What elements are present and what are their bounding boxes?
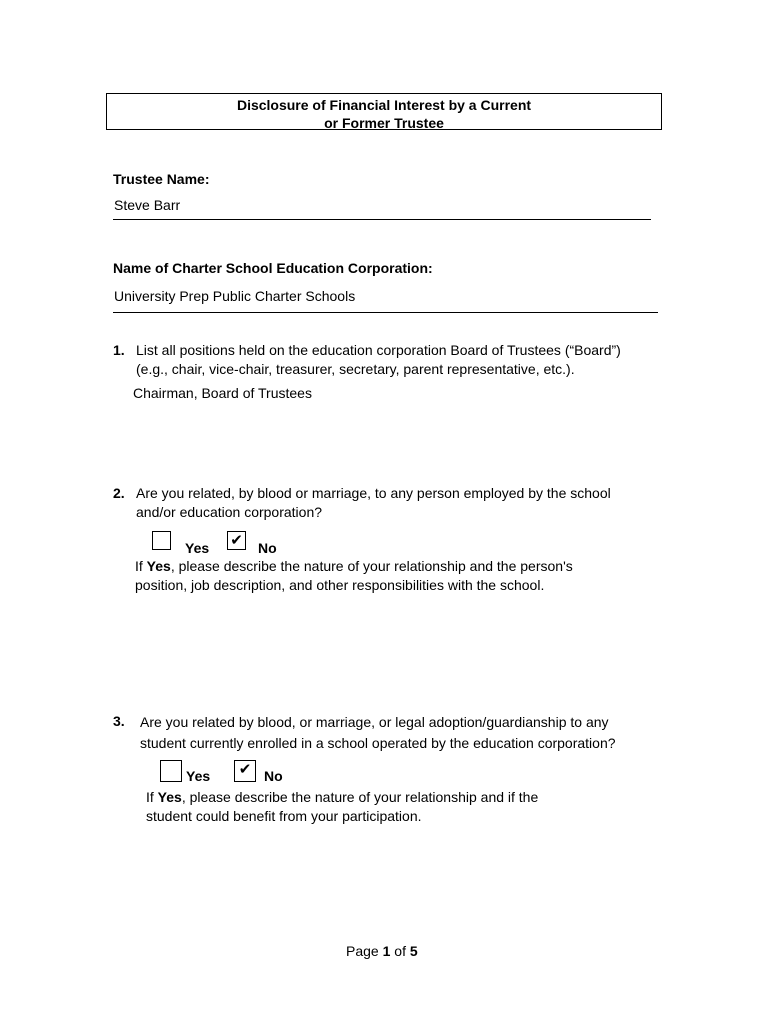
question-1-text xyxy=(136,341,621,379)
question-3-text xyxy=(140,712,616,754)
question-1-answer[interactable]: Chairman, Board of Trustees xyxy=(133,385,312,401)
page-prefix: Page xyxy=(346,943,383,959)
question-3-yes-label: Yes xyxy=(186,768,211,784)
question-2-followup-line-2: position, job description, and other responsibilities with the school. xyxy=(135,577,545,593)
question-3-followup xyxy=(146,788,538,826)
question-2-followup-line-1 xyxy=(135,557,573,576)
question-2-followup-rest: , please describe the nature of your relationship and the person's xyxy=(170,558,573,574)
question-2-followup xyxy=(135,557,573,595)
question-2-followup-yes: Yes xyxy=(146,558,171,574)
question-2-line-1: Are you related, by blood or marriage, to any person employed by the school xyxy=(136,485,611,501)
page-of: of xyxy=(390,943,410,959)
form-title xyxy=(106,93,662,130)
question-3-no-label: No xyxy=(264,768,283,784)
page-number xyxy=(346,943,418,959)
question-2-text xyxy=(136,484,611,522)
form-title-line-1: Disclosure of Financial Interest by a Current xyxy=(236,97,532,113)
question-3-line-1: Are you related by blood, or marriage, or legal adoption/guardianship to any xyxy=(140,714,609,730)
question-1-line-1: List all positions held on the education corporation Board of Trustees (“Board”) xyxy=(136,342,621,358)
question-2-number: 2. xyxy=(113,485,125,501)
page-current: 1 xyxy=(382,943,391,959)
trustee-name-underline xyxy=(113,219,651,220)
question-3-yes-checkbox[interactable] xyxy=(160,760,182,782)
corporation-name-underline xyxy=(113,312,658,313)
question-3-no-checkbox[interactable]: ✔ xyxy=(234,760,256,782)
question-3-followup-line-2: student could benefit from your participation. xyxy=(146,808,422,824)
question-3-number: 3. xyxy=(113,713,125,729)
question-2-yes-label: Yes xyxy=(185,540,210,556)
question-1-line-2: (e.g., chair, vice-chair, treasurer, secretary, parent representative, etc.). xyxy=(136,361,575,377)
question-3-followup-if: If xyxy=(146,789,158,805)
question-2-no-checkbox[interactable]: ✔ xyxy=(227,531,246,550)
question-2-followup-if: If xyxy=(135,558,147,574)
trustee-name-value[interactable]: Steve Barr xyxy=(114,197,181,213)
question-3-followup-yes: Yes xyxy=(157,789,182,805)
trustee-name-label: Trustee Name: xyxy=(113,171,210,187)
question-2-no-label: No xyxy=(258,540,277,556)
question-2-yes-checkbox[interactable] xyxy=(152,531,171,550)
question-3-line-2: student currently enrolled in a school operated by the education corporation? xyxy=(140,735,616,751)
question-1-number: 1. xyxy=(113,342,125,358)
corporation-name-value[interactable]: University Prep Public Charter Schools xyxy=(114,288,356,304)
corporation-name-label: Name of Charter School Education Corporation: xyxy=(113,260,433,276)
question-3-followup-line-1 xyxy=(146,788,538,807)
question-2-line-2: and/or education corporation? xyxy=(136,504,323,520)
form-title-line-2: or Former Trustee xyxy=(324,115,444,131)
question-3-followup-rest: , please describe the nature of your relationship and if the xyxy=(181,789,539,805)
page-total: 5 xyxy=(409,943,418,959)
